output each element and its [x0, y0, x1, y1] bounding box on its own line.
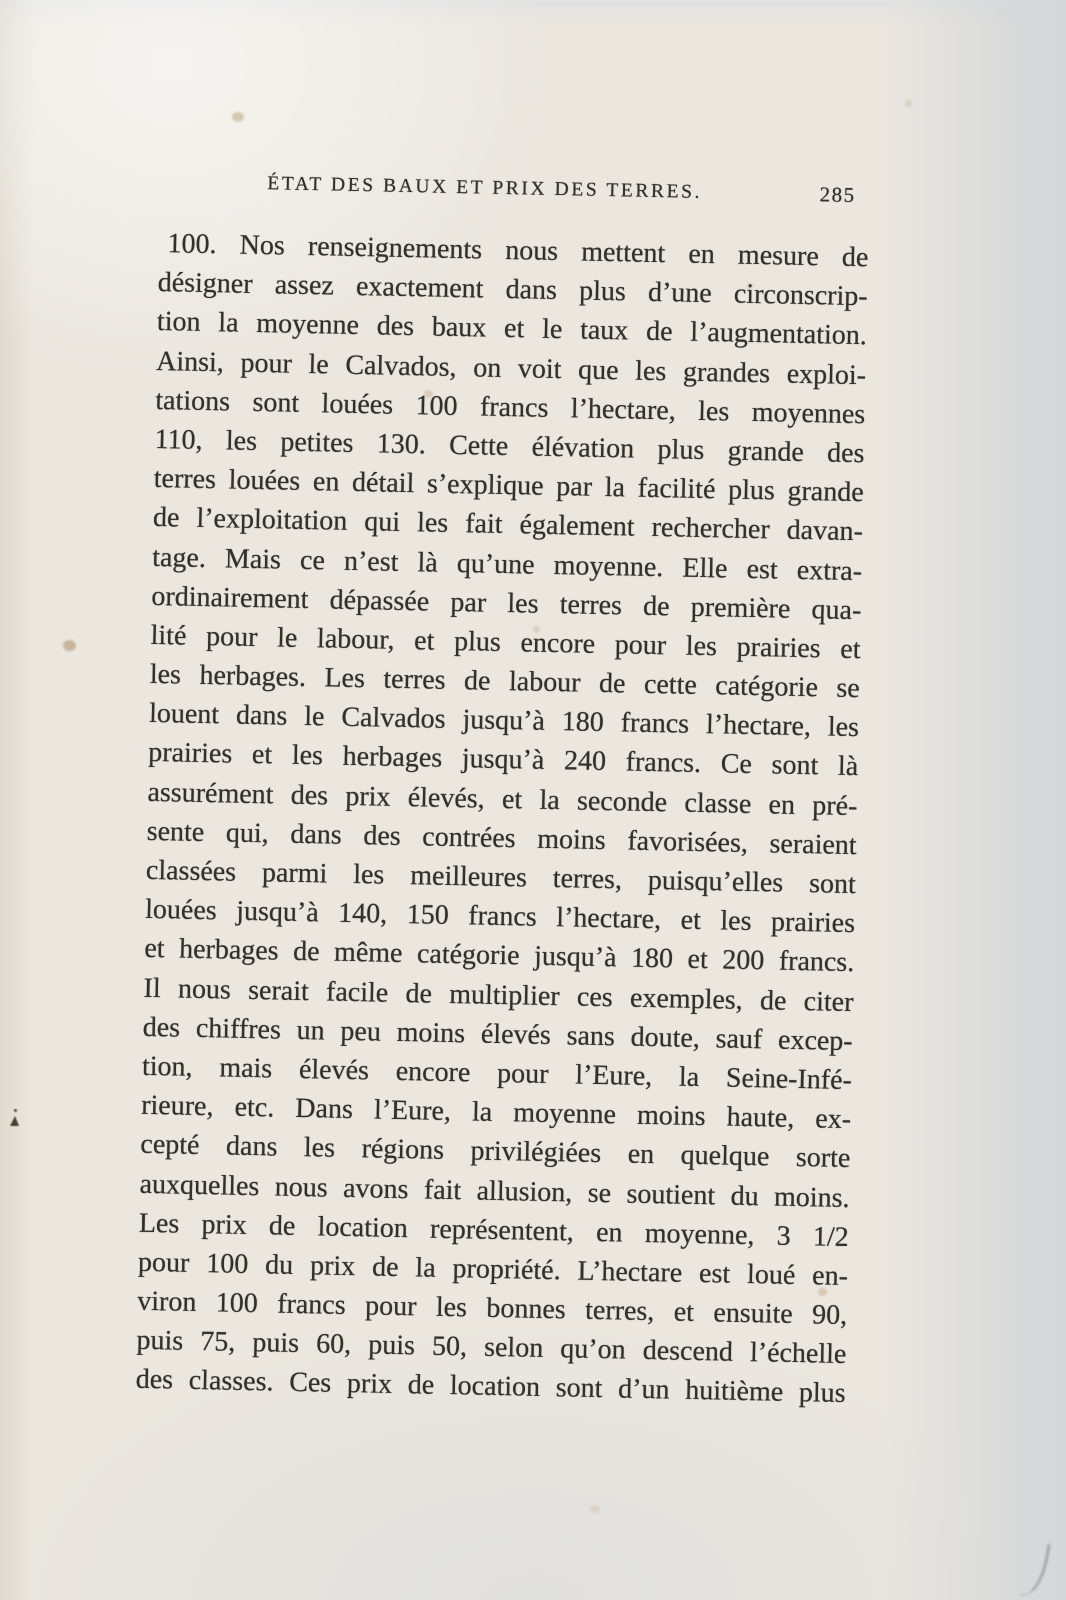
text-line: louées jusqu’à 140, 150 francs l’hectare, et les prairies: [144, 894, 856, 940]
text-line: rieure, etc. Dans l’Eure, la moyenne moins haute, ex-: [140, 1089, 852, 1136]
ink-speck: [10, 1116, 19, 1126]
text-line: lité pour le labour, et plus encore pour les prairies et: [150, 619, 861, 666]
foxing-spot: [905, 100, 912, 107]
text-line: viron 100 francs pour les bonnes terres, et ensuite 90,: [136, 1285, 848, 1332]
text-line: Ainsi, pour le Calvados, on voit que les grandes exploi-: [155, 345, 867, 391]
text-line: classées parmi les meilleures terres, puisqu’elles sont: [145, 854, 857, 901]
text-line: prairies et les herbages jusqu’à 240 francs. Ce sont là: [148, 737, 859, 783]
text-line: sente qui, dans des contrées moins favorisées, seraient: [146, 815, 857, 861]
foxing-spot: [63, 640, 76, 651]
text-line: Les prix de location représentent, en moyenne, 3 1/2: [138, 1207, 850, 1253]
text-line: de l’exploitation qui les fait également rechercher davan-: [152, 502, 864, 548]
text-line: auxquelles nous avons fait allusion, se soutient du moins.: [139, 1168, 850, 1214]
text-line: pour 100 du prix de la propriété. L’hectare est loué en-: [137, 1246, 849, 1292]
text-line: louent dans le Calvados jusqu’à 180 francs l’hectare, les: [148, 698, 860, 744]
text-line: 110, les petites 130. Cette élévation plus grande des: [154, 423, 865, 470]
page-number: 285: [819, 182, 856, 207]
paragraph: [135, 224, 868, 1414]
foxing-spot: [232, 112, 244, 122]
text-line: assurément des prix élevés, et la seconde classe en pré-: [147, 776, 858, 822]
text-line: puis 75, puis 60, puis 50, selon qu’on descend l’échelle: [136, 1325, 847, 1371]
text-line: tations sont louées 100 francs l’hectare, les moyennes: [155, 384, 866, 430]
running-header-title: ÉTAT DES BAUX ET PRIX DES TERRES.: [267, 173, 703, 203]
foxing-spot: [590, 1505, 600, 1513]
text-line: cepté dans les régions privilégiées en quelque sorte: [140, 1129, 851, 1175]
running-header: [159, 171, 869, 217]
text-line: les herbages. Les terres de labour de cette catégorie se: [149, 658, 861, 705]
text-line: et herbages de même catégorie jusqu’à 180 et 200 francs.: [144, 933, 855, 979]
text-line: terres louées en détail s’explique par la facilité plus grande: [153, 463, 864, 509]
page-curl-shadow: [1019, 1541, 1050, 1600]
text-line: 100. Nos renseignements nous mettent en mesure de: [167, 228, 869, 274]
text-line: Il nous serait facile de multiplier ces exemples, de citer: [143, 972, 854, 1018]
text-line: tion la moyenne des baux et le taux de l’augmentation.: [156, 306, 868, 352]
text-line: ordinairement dépassée par les terres de première qua-: [151, 580, 862, 626]
text-line: des classes. Ces prix de location sont d’un huitième plus: [135, 1364, 846, 1410]
text-line: désigner assez exactement dans plus d’une circonscrip-: [157, 267, 868, 313]
page-text: [135, 171, 870, 1414]
text-line: des chiffres un peu moins élevés sans doute, sauf excep-: [142, 1011, 853, 1057]
text-line: tage. Mais ce n’est là qu’une moyenne. Elle est extra-: [151, 541, 863, 587]
text-line: tion, mais élevés encore pour l’Eure, la Seine-Infé-: [141, 1050, 853, 1097]
